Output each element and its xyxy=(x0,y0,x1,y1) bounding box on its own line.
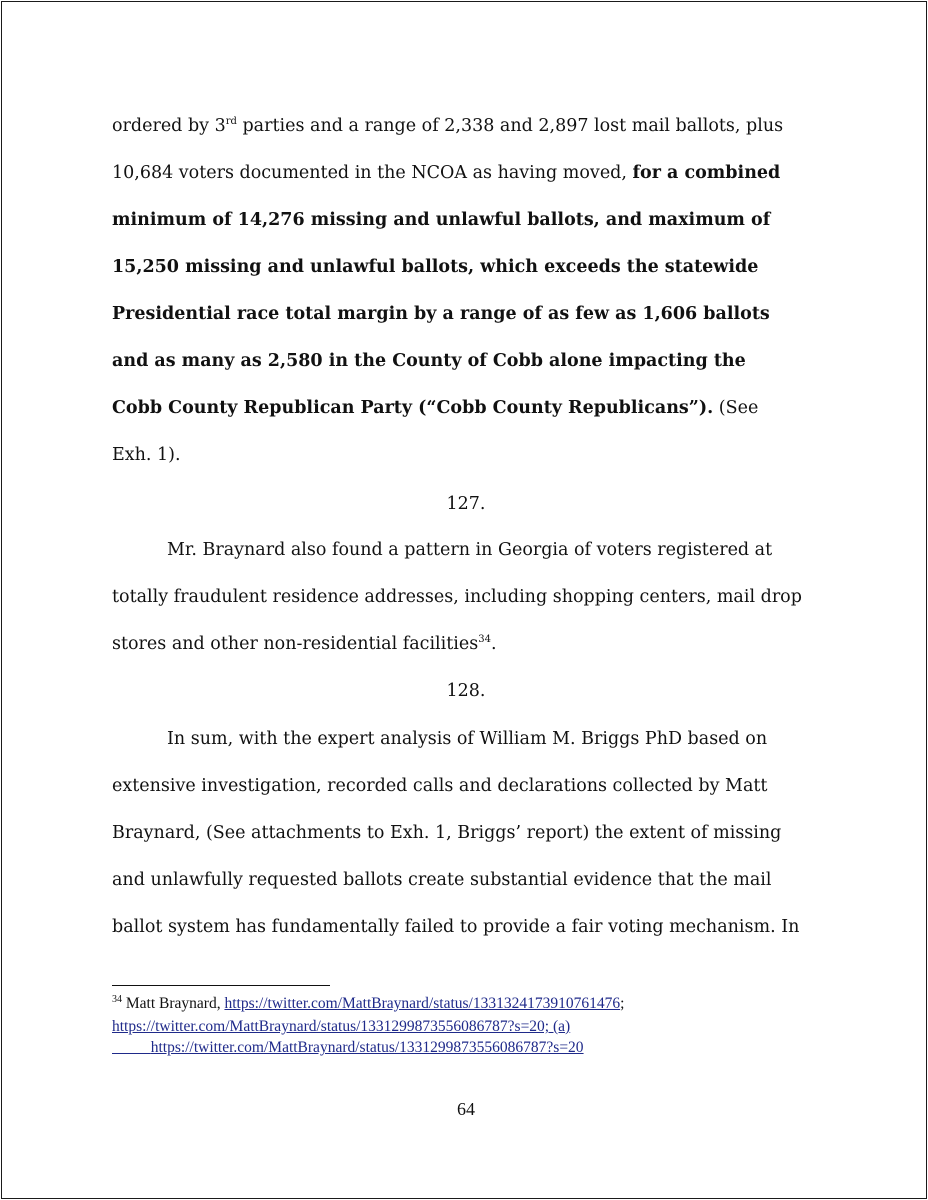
text-run: (See xyxy=(713,398,759,418)
text-line: and as many as 2,580 in the County of Cobb alone impacting the xyxy=(112,351,746,371)
footnote-marker: 34 xyxy=(112,993,122,1005)
footnote-link[interactable] xyxy=(112,1039,584,1056)
footnote-link[interactable]: https://twitter.com/MattBraynard/status/1331324173910761476 xyxy=(224,995,621,1012)
text-run: . xyxy=(490,634,497,654)
paragraph-number: 127. xyxy=(446,494,486,514)
text-line: Exh. 1). xyxy=(112,445,181,465)
footnote-reference[interactable]: 34 xyxy=(478,634,491,646)
text-line: and unlawfully requested ballots create substantial evidence that the mail xyxy=(112,870,772,890)
text-line: extensive investigation, recorded calls and declarations collected by Matt xyxy=(112,776,768,796)
text-line: Presidential race total margin by a range of as few as 1,606 ballots xyxy=(112,304,770,324)
text-line: Braynard, (See attachments to Exh. 1, Briggs’ report) the extent of missing xyxy=(112,823,782,843)
text-run: stores and other non-residential facilities xyxy=(112,634,479,654)
footnote-line xyxy=(112,1039,584,1057)
text-line: totally fraudulent residence addresses, including shopping centers, mail drop xyxy=(112,587,802,607)
page-number: 64 xyxy=(457,1099,475,1119)
text-line xyxy=(112,398,758,418)
text-run: 10,684 voters documented in the NCOA as having moved, xyxy=(112,163,633,183)
paragraph-number: 128. xyxy=(446,681,486,701)
footnote-line xyxy=(112,1018,570,1036)
text-run: ordered by 3 xyxy=(112,116,226,136)
footnote-divider xyxy=(112,985,330,986)
text-run: parties and a range of 2,338 and 2,897 lost mail ballots, plus xyxy=(236,116,784,136)
footnote xyxy=(112,995,624,1013)
footnote-separator: ; xyxy=(620,995,625,1012)
text-line: 15,250 missing and unlawful ballots, which exceeds the statewide xyxy=(112,257,759,277)
text-line xyxy=(112,163,780,183)
text-line: minimum of 14,276 missing and unlawful ballots, and maximum of xyxy=(112,210,771,230)
text-line xyxy=(112,634,497,654)
footnote-link[interactable]: https://twitter.com/MattBraynard/status/1331299873556086787?s=20; (a) xyxy=(112,1018,571,1035)
footnote-author: Matt Braynard, xyxy=(122,995,225,1012)
bold-text-run: Cobb County Republican Party (“Cobb County Republicans”). xyxy=(112,398,714,418)
text-line: In sum, with the expert analysis of William M. Briggs PhD based on xyxy=(167,729,768,749)
footnote-link-text: https://twitter.com/MattBraynard/status/1331299873556086787?s=20 xyxy=(150,1039,584,1056)
superscript: rd xyxy=(225,116,237,128)
text-line xyxy=(112,116,783,136)
text-line: Mr. Braynard also found a pattern in Georgia of voters registered at xyxy=(167,540,773,560)
bold-text-run: for a combined xyxy=(632,163,781,183)
text-line: ballot system has fundamentally failed to provide a fair voting mechanism. In xyxy=(112,917,800,937)
document-page xyxy=(1,1,927,1199)
footnote-indent xyxy=(112,1039,151,1056)
